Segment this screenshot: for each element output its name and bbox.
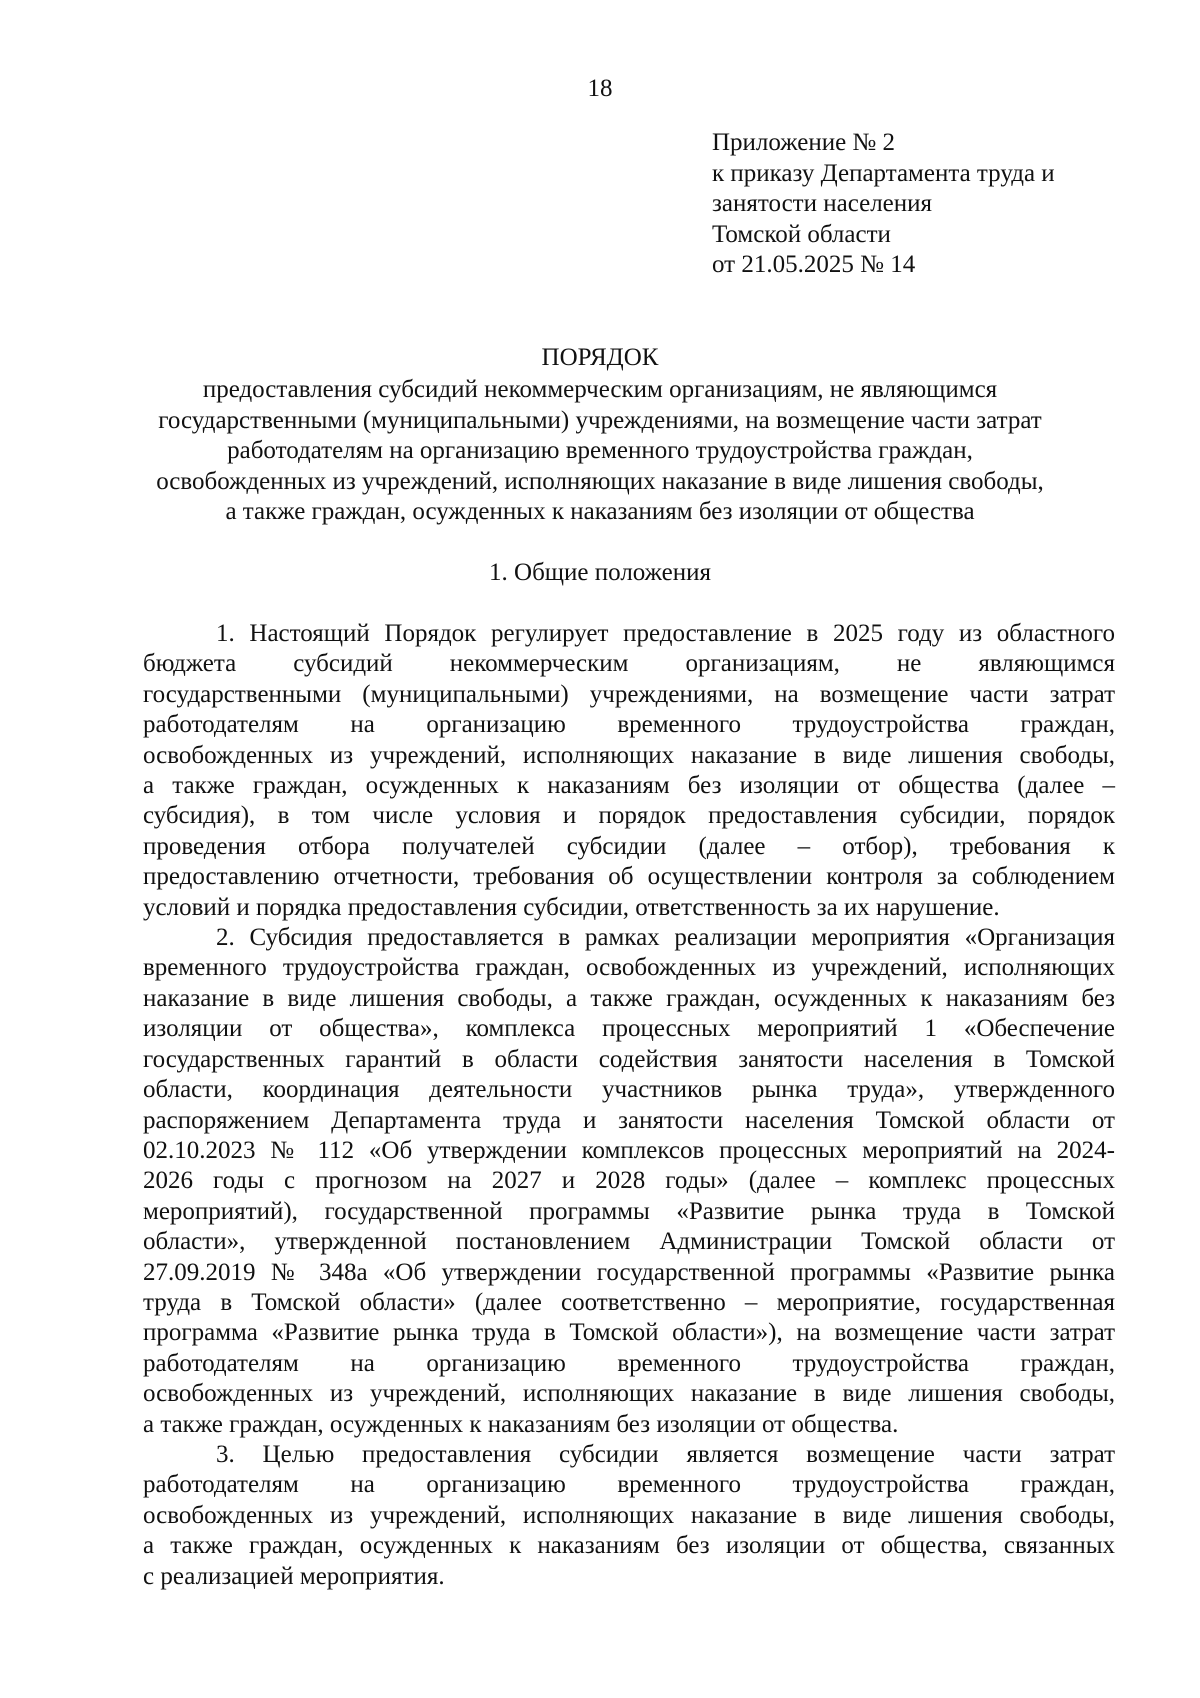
paragraph-line: освобожденных из учреждений, исполняющих наказание в виде лишения свободы,	[143, 741, 1115, 769]
paragraph-line: распоряжением Департамента труда и занятости населения Томской области от	[143, 1106, 1115, 1134]
paragraph-line: предоставлению отчетности, требования об осуществлении контроля за соблюдением	[143, 863, 1115, 891]
paragraph-line: освобожденных из учреждений, исполняющих наказание в виде лишения свободы,	[143, 1501, 1115, 1529]
paragraph-line: мероприятий), государственной программы «Развитие рынка труда в Томской	[143, 1197, 1115, 1225]
paragraph-line: проведения отбора получателей субсидии (далее – отбор), требования к	[143, 832, 1115, 860]
paragraph-line: области, координация деятельности участников рынка труда», утвержденного	[143, 1076, 1115, 1104]
paragraph-line: 2. Субсидия предоставляется в рамках реализации мероприятия «Организация	[216, 924, 1115, 952]
paragraph-line: работодателям на организацию временного трудоустройства граждан,	[143, 1349, 1115, 1377]
paragraph-line: а также граждан, осужденных к наказаниям без изоляции от общества.	[143, 1410, 899, 1438]
paragraph-line: 02.10.2023 № 112 «Об утверждении комплексов процессных мероприятий на 2024-	[143, 1136, 1115, 1164]
appendix-line: занятости населения	[712, 190, 933, 217]
appendix-line: Приложение № 2	[712, 129, 896, 156]
paragraph-line: бюджета субсидий некоммерческим организациям, не являющимся	[143, 650, 1115, 678]
paragraph-line: а также граждан, осужденных к наказаниям без изоляции от общества, связанных	[143, 1532, 1115, 1560]
subtitle-line: государственными (муниципальными) учреждениями, на возмещение части затрат	[158, 406, 1042, 434]
paragraph-line: работодателям на организацию временного трудоустройства граждан,	[143, 1471, 1115, 1499]
paragraph-line: труда в Томской области» (далее соответственно – мероприятие, государственная	[143, 1288, 1115, 1316]
paragraph-line: программа «Развитие рынка труда в Томской области»), на возмещение части затрат	[143, 1319, 1115, 1347]
paragraph-line: субсидия), в том числе условия и порядок предоставления субсидии, порядок	[143, 802, 1115, 830]
paragraph-line: 27.09.2019 № 348а «Об утверждении государственной программы «Развитие рынка	[143, 1258, 1115, 1286]
paragraph-line: с реализацией мероприятия.	[143, 1562, 445, 1590]
paragraph-line: изоляции от общества», комплекса процессных мероприятий 1 «Обеспечение	[143, 1015, 1115, 1043]
document-title: ПОРЯДОК	[541, 344, 659, 371]
appendix-line: Томской области	[712, 220, 891, 248]
paragraph-line: 2026 годы с прогнозом на 2027 и 2028 годы» (далее – комплекс процессных	[143, 1167, 1115, 1195]
paragraph-line: временного трудоустройства граждан, освобожденных из учреждений, исполняющих	[143, 954, 1115, 982]
paragraph-line: освобожденных из учреждений, исполняющих наказание в виде лишения свободы,	[143, 1380, 1115, 1408]
subtitle-line: предоставления субсидий некоммерческим организациям, не являющимся	[202, 376, 998, 403]
paragraph-1	[143, 619, 1115, 923]
appendix-block	[712, 128, 1152, 281]
paragraph-line: государственными (муниципальными) учреждениями, на возмещение части затрат	[143, 680, 1115, 708]
body-text	[143, 619, 1115, 1592]
document-subtitle	[130, 375, 1070, 528]
subtitle-line: работодателям на организацию временного трудоустройства граждан,	[227, 437, 973, 464]
paragraph-line: наказание в виде лишения свободы, а также граждан, осужденных к наказаниям без	[143, 984, 1115, 1012]
subtitle-line: освобожденных из учреждений, исполняющих наказание в виде лишения свободы,	[156, 467, 1044, 495]
paragraph-line: 1. Настоящий Порядок регулирует предоставление в 2025 году из областного	[216, 620, 1115, 647]
paragraph-2	[143, 923, 1115, 1440]
paragraph-3	[143, 1440, 1115, 1592]
page-number: 18	[587, 75, 613, 102]
paragraph-line: условий и порядка предоставления субсидии, ответственность за их нарушение.	[143, 893, 1000, 921]
appendix-line: от 21.05.2025 № 14	[712, 251, 916, 278]
paragraph-line: а также граждан, осужденных к наказаниям без изоляции от общества (далее –	[143, 772, 1115, 800]
paragraph-line: 3. Целью предоставления субсидии является возмещение части затрат	[216, 1440, 1115, 1468]
subtitle-line: а также граждан, осужденных к наказаниям без изоляции от общества	[225, 498, 975, 525]
paragraph-line: государственных гарантий в области содействия занятости населения в Томской	[143, 1045, 1115, 1073]
section-heading: 1. Общие положения	[489, 559, 711, 586]
appendix-line: к приказу Департамента труда и	[712, 159, 1055, 187]
paragraph-line: области», утвержденной постановлением Администрации Томской области от	[143, 1228, 1115, 1256]
paragraph-line: работодателям на организацию временного трудоустройства граждан,	[143, 711, 1115, 739]
